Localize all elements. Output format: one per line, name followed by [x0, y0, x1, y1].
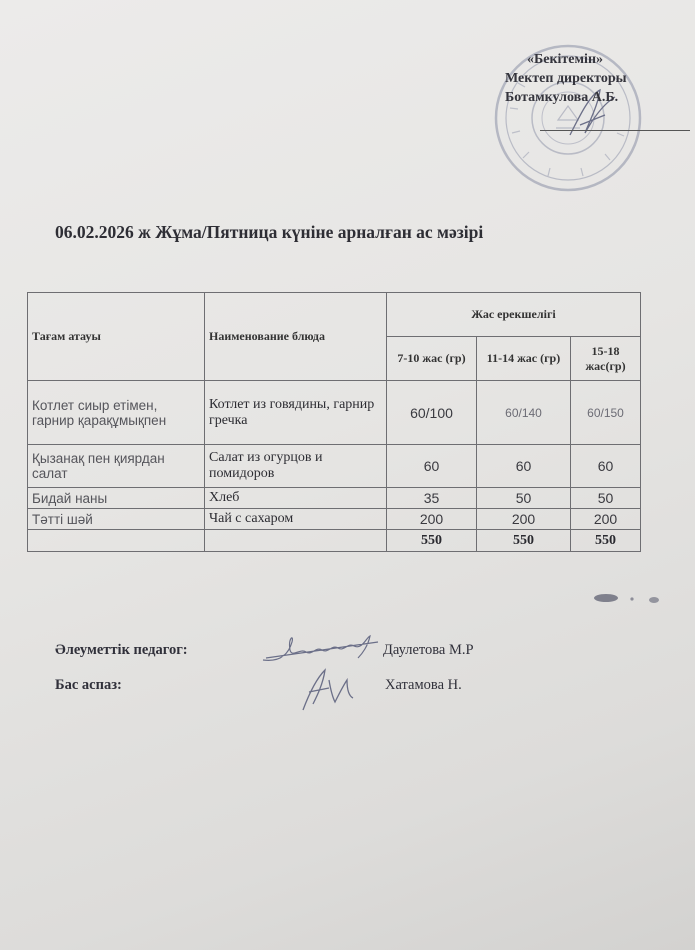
- table-row: [28, 445, 641, 488]
- header-age-group: Жас ерекшелігі: [387, 293, 641, 337]
- totals-row: [28, 530, 641, 552]
- dish-ru: Салат из огурцов и помидоров: [205, 445, 387, 488]
- cook-signature: [295, 664, 365, 714]
- portion-11-14: 60/140: [477, 381, 571, 445]
- total-7-10: 550: [387, 530, 477, 552]
- portion-7-10: 60: [387, 445, 477, 488]
- portion-7-10: 200: [387, 509, 477, 530]
- dish-ru: Чай с сахаром: [205, 509, 387, 530]
- cook-name: Хатамова Н.: [385, 677, 462, 693]
- dish-ru: Хлеб: [205, 488, 387, 509]
- portion-15-18: 60/150: [571, 381, 641, 445]
- dish-kz: Бидай наны: [28, 488, 205, 509]
- total-15-18: 550: [571, 530, 641, 552]
- header-age-15-18: 15-18 жас(гр): [571, 337, 641, 381]
- portion-7-10: 35: [387, 488, 477, 509]
- portion-15-18: 50: [571, 488, 641, 509]
- portion-11-14: 200: [477, 509, 571, 530]
- approval-block: [505, 50, 695, 107]
- approval-position: Мектеп директоры: [505, 71, 627, 86]
- portion-15-18: 200: [571, 509, 641, 530]
- table-row: [28, 509, 641, 530]
- approval-signature-line: [540, 130, 690, 131]
- menu-table: [27, 292, 641, 552]
- pedagog-label: Әлеуметтік педагог:: [55, 642, 188, 658]
- ink-smudge: [592, 588, 667, 608]
- header-age-7-10: 7-10 жас (гр): [387, 337, 477, 381]
- portion-7-10: 60/100: [387, 381, 477, 445]
- portion-15-18: 60: [571, 445, 641, 488]
- dish-ru: Котлет из говядины, гарнир гречка: [205, 381, 387, 445]
- table-row: [28, 381, 641, 445]
- total-11-14: 550: [477, 530, 571, 552]
- menu-title: 06.02.2026 ж Жұма/Пятница күніне арналған ас мәзірі: [55, 222, 484, 242]
- totals-empty-ru: [205, 530, 387, 552]
- table-row: [28, 488, 641, 509]
- totals-empty-kz: [28, 530, 205, 552]
- approval-director-name: Ботамкулова А.Б.: [505, 90, 619, 105]
- portion-11-14: 50: [477, 488, 571, 509]
- dish-kz: Котлет сиыр етімен, гарнир қарақұмықпен: [28, 381, 205, 445]
- header-age-11-14: 11-14 жас (гр): [477, 337, 571, 381]
- pedagog-name: Даулетова М.Р: [383, 642, 474, 658]
- cook-label: Бас аспаз:: [55, 677, 122, 693]
- dish-kz: Қызанақ пен қиярдан салат: [28, 445, 205, 488]
- portion-11-14: 60: [477, 445, 571, 488]
- header-kz-name: Тағам атауы: [28, 293, 205, 381]
- dish-kz: Тәтті шәй: [28, 509, 205, 530]
- header-ru-name: Наименование блюда: [205, 293, 387, 381]
- approval-heading: «Бекітемін»: [527, 52, 604, 67]
